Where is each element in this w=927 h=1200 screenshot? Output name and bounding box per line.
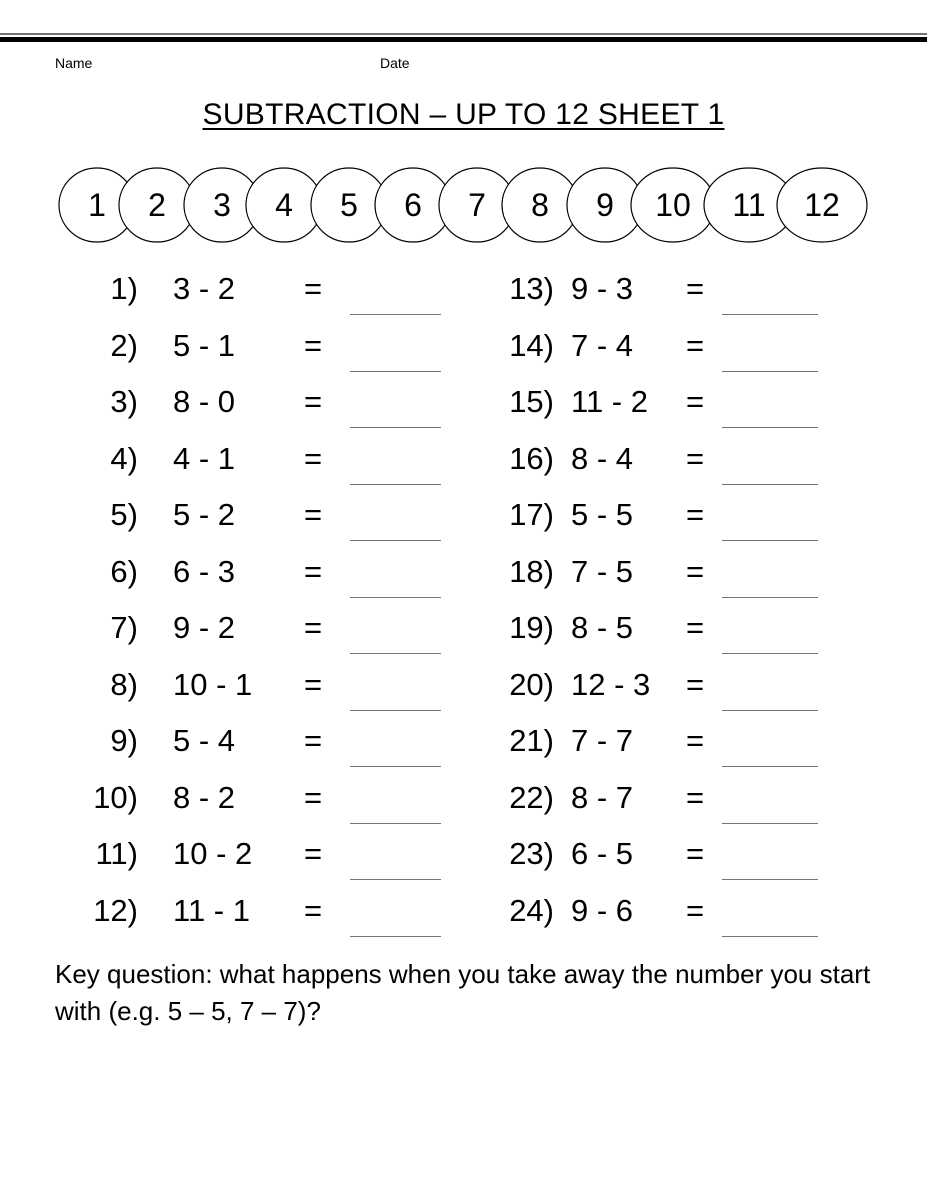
answer-blank[interactable] [722,371,818,372]
number-circle-label: 9 [596,187,614,223]
problem-expression: 12 - 3 [571,666,651,702]
equals-sign: = [686,666,705,702]
equals-sign: = [686,723,705,758]
problem-number: 10) [93,779,138,815]
problem-number: 17) [509,497,554,532]
answer-blank[interactable] [722,710,818,711]
problem-expression: 7 - 7 [571,723,634,758]
problem-expression: 5 - 2 [173,497,236,532]
problem-number: 15) [509,384,554,419]
problem-expression: 6 - 3 [173,553,236,589]
problem-number: 1) [110,271,138,306]
number-line [0,0,927,260]
number-circle-label: 2 [148,187,166,223]
problem-row [0,667,927,723]
answer-blank[interactable] [722,766,818,767]
answer-blank[interactable] [722,314,818,315]
problem-number: 9) [110,723,138,758]
problem-number: 7) [110,610,138,645]
problem-number: 23) [509,836,554,871]
problem-number: 22) [509,779,554,815]
equals-sign: = [686,384,705,419]
problem-number: 24) [509,892,554,928]
problem-expression: 4 - 1 [173,440,236,476]
problem-expression: 10 - 2 [173,836,253,871]
problem-expression: 11 - 1 [173,892,250,928]
answer-blank[interactable] [722,427,818,428]
equals-sign: = [304,440,323,476]
number-circle-label: 12 [804,187,840,223]
equals-sign: = [686,271,705,306]
problem-row [0,780,927,836]
problem-expression: 5 - 1 [173,327,236,363]
problem-expression: 8 - 0 [173,384,236,419]
answer-blank[interactable] [722,540,818,541]
problem-number: 8) [110,666,138,702]
number-circle-label: 8 [531,187,549,223]
problem-expression: 8 - 4 [571,440,634,476]
answer-blank[interactable] [722,653,818,654]
equals-sign: = [304,836,323,871]
equals-sign: = [686,327,705,363]
number-circle-label: 10 [655,187,691,223]
problem-number: 11) [95,836,138,871]
problem-row [0,610,927,666]
problem-row [0,893,927,949]
problem-expression: 5 - 5 [571,497,634,532]
problem-expression: 9 - 6 [571,892,634,928]
problem-row [0,441,927,497]
equals-sign: = [686,610,705,645]
equals-sign: = [686,440,705,476]
problem-row [0,271,927,327]
problem-number: 14) [509,327,554,363]
problem-number: 19) [509,610,554,645]
problem-expression: 5 - 4 [173,723,236,758]
equals-sign: = [304,327,323,363]
problem-row [0,497,927,553]
problem-expression: 8 - 5 [571,610,634,645]
problem-expression: 3 - 2 [173,271,236,306]
problem-expression: 11 - 2 [571,384,648,419]
number-circle-label: 7 [468,187,486,223]
problem-expression: 8 - 2 [173,779,236,815]
name-label: Name [55,55,93,71]
equals-sign: = [686,836,705,871]
number-circle-label: 5 [340,187,358,223]
problem-row [0,384,927,440]
equals-sign: = [686,497,705,532]
answer-blank[interactable] [722,597,818,598]
problem-expression: 8 - 7 [571,779,634,815]
date-label: Date [380,55,410,71]
equals-sign: = [304,892,323,928]
problem-number: 18) [509,553,554,589]
problem-expression: 7 - 4 [571,327,634,363]
number-circle-label: 11 [732,187,766,223]
equals-sign: = [304,779,323,815]
problem-expression: 10 - 1 [173,666,253,702]
number-circle-label: 4 [275,187,293,223]
answer-blank[interactable] [722,823,818,824]
problem-row [0,328,927,384]
key-question: Key question: what happens when you take away the number you start with (e.g. 5 – 5, 7 – 7)? [55,959,871,1026]
number-circle-label: 3 [213,187,231,223]
problem-number: 12) [93,892,138,928]
problem-row [0,554,927,610]
equals-sign: = [304,384,323,419]
answer-blank[interactable] [722,936,818,937]
equals-sign: = [686,892,705,928]
problem-expression: 9 - 3 [571,271,634,306]
problem-expression: 7 - 5 [571,553,634,589]
problem-number: 21) [509,723,554,758]
problem-row [0,723,927,779]
equals-sign: = [304,723,323,758]
problem-expression: 6 - 5 [571,836,634,871]
problem-number: 3) [110,384,138,419]
problem-number: 4) [110,440,138,476]
number-circle-label: 1 [88,187,106,223]
equals-sign: = [304,553,323,589]
problem-number: 16) [509,440,554,476]
problem-number: 6) [110,553,138,589]
equals-sign: = [304,610,323,645]
problem-row [0,836,927,892]
number-circle-label: 6 [404,187,422,223]
equals-sign: = [304,497,323,532]
equals-sign: = [304,666,323,702]
problem-number: 5) [110,497,138,532]
page-title: SUBTRACTION – UP TO 12 SHEET 1 [202,98,725,131]
equals-sign: = [686,553,705,589]
problem-number: 2) [110,327,138,363]
problem-expression: 9 - 2 [173,610,236,645]
equals-sign: = [686,779,705,815]
problem-number: 20) [509,666,554,702]
answer-blank[interactable] [722,879,818,880]
problem-number: 13) [509,271,554,306]
answer-blank[interactable] [722,484,818,485]
equals-sign: = [304,271,323,306]
